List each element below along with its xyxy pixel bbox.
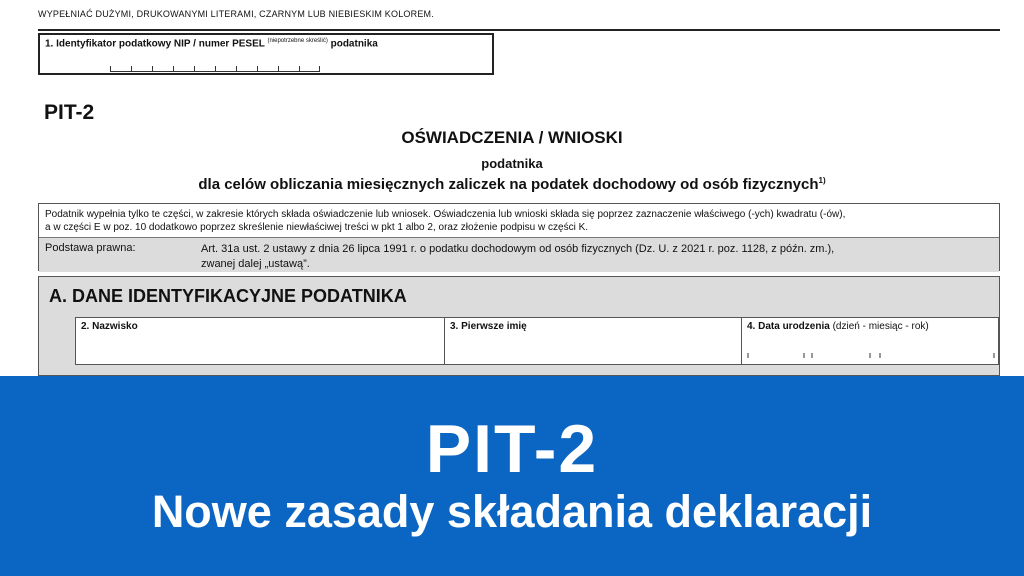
nip-pesel-box[interactable] [38,33,494,75]
form-top-note: WYPEŁNIAĆ DUŻYMI, DRUKOWANYMI LITERAMI, CZARNYM LUB NIEBIESKIM KOLOREM. [38,9,434,19]
form-title: OŚWIADCZENIA / WNIOSKI [401,128,623,147]
birth-date-field[interactable] [741,317,999,365]
surname-field[interactable] [75,317,445,365]
form-subtitle: podatnika [481,156,543,171]
date-input-ticks [746,352,998,358]
legal-basis-label: Podstawa prawna: [45,242,136,254]
instructions-text: Podatnik wypełnia tylko te części, w zakresie których składa oświadczenie lub wniosek. Oświadczenia lub wnioski składa się poprzez zaznaczenie właściwego (-ych) kwadratu (-ów), a w części E w poz. 10 dodatkowo poprzez skreślenie niewłaściwej treści w pkt 1 albo 2, oraz złożenie podpisu w części K. [45,209,846,233]
section-a [38,276,1000,376]
form-code: PIT-2 [44,101,95,124]
first-name-label: 3. Pierwsze imię [450,321,527,332]
birth-date-label: 4. Data urodzenia (dzień - miesiąc - rok) [747,321,929,332]
legal-basis-row [39,237,999,272]
top-divider [38,29,1000,31]
instructions-box [38,203,1000,271]
nip-pesel-label: 1. Identyfikator podatkowy NIP / numer PESEL $^{(niepotrzebne skreślić)}$ podatnika [45,38,378,50]
banner-title: PIT-2 [425,411,599,487]
form-purpose: dla celów obliczania miesięcznych zaliczek na podatek dochodowy od osób fizycznych$^{1)}$ [198,176,826,193]
nip-input-ticks [110,63,320,72]
banner-subtitle: Nowe zasady składania deklaracji [151,486,873,537]
section-a-title: A. DANE IDENTYFIKACYJNE PODATNIKA [49,286,407,306]
surname-label: 2. Nazwisko [81,321,138,332]
first-name-field[interactable] [444,317,742,365]
legal-basis-text: Art. 31a ust. 2 ustawy z dnia 26 lipca 1991 r. o podatku dochodowym od osób fizycznych (Dz. U. z 2021 r. poz. 1128, z późn. zm.), zwanej dalej „ustawą”. [201,243,835,270]
